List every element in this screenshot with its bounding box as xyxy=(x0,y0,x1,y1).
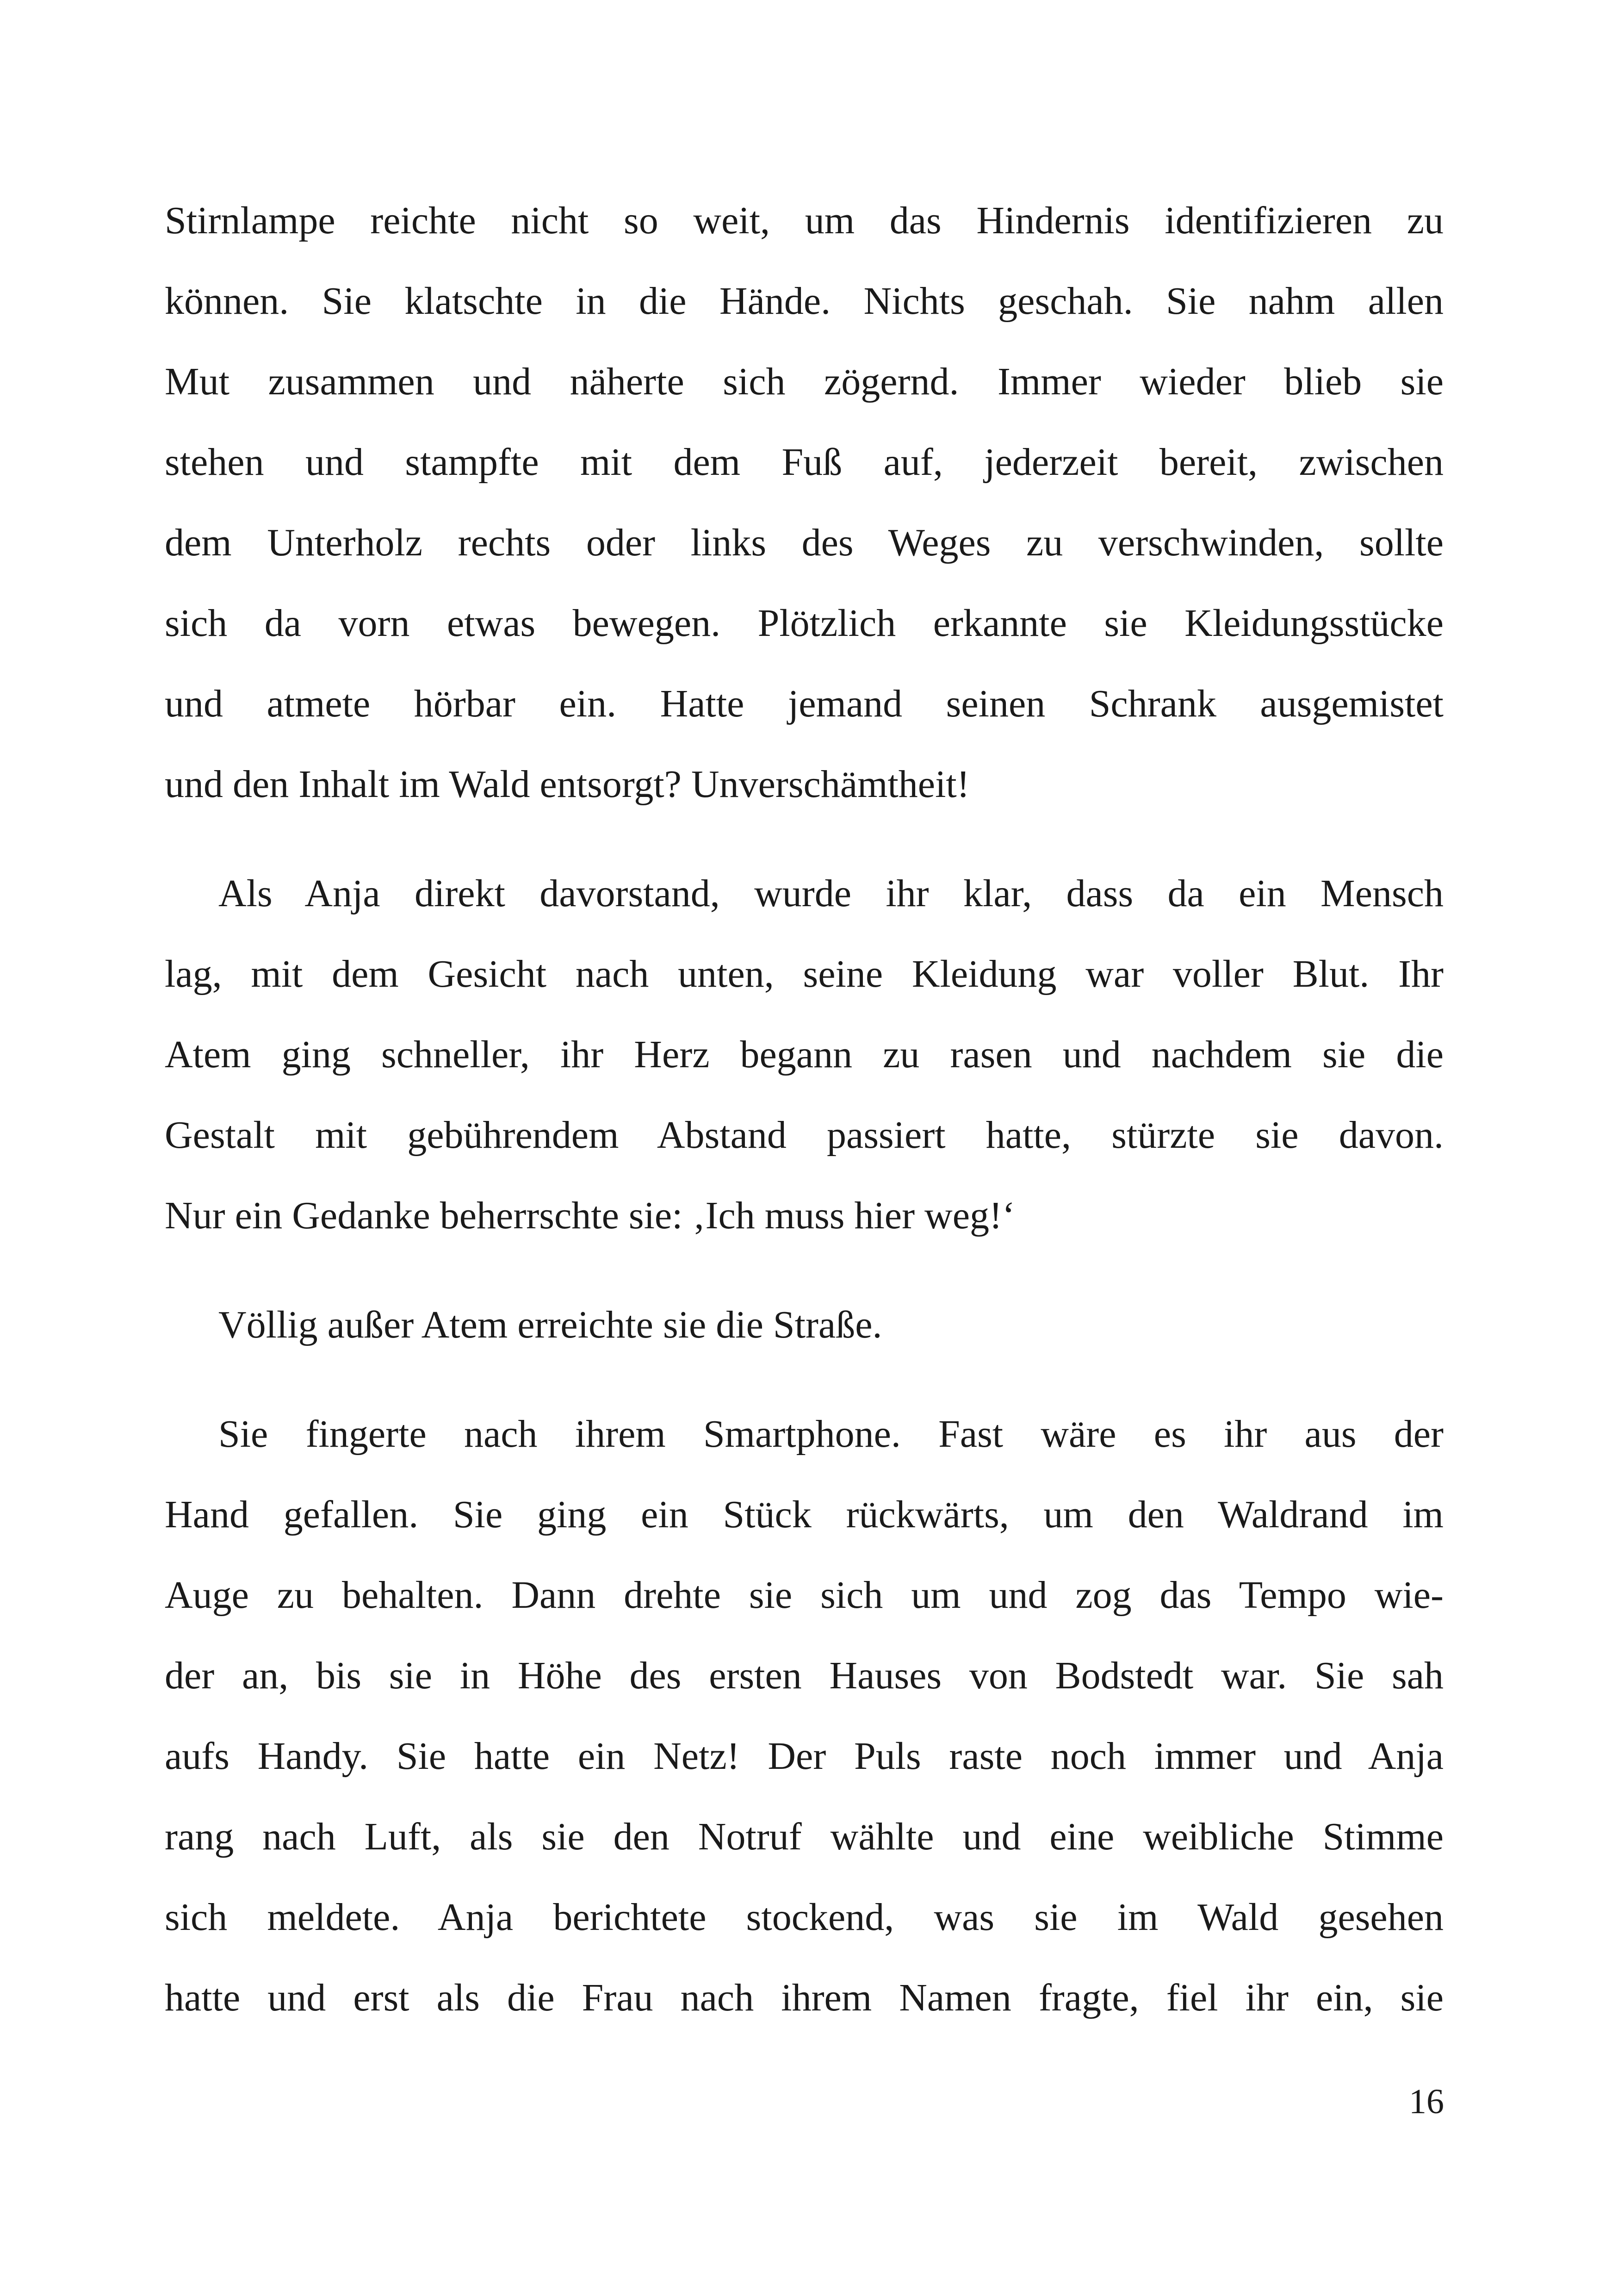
paragraph-4 xyxy=(165,1394,1444,2038)
paragraph-1 xyxy=(165,180,1444,825)
text-line: lag, mit dem Gesicht nach unten, seine Kleidung war voller Blut. Ihr xyxy=(165,952,1444,996)
page-number: 16 xyxy=(1409,2082,1444,2121)
text-line: aufs Handy. Sie hatte ein Netz! Der Puls raste noch immer und Anja xyxy=(165,1735,1444,1778)
text-line: hatte und erst als die Frau nach ihrem Namen fragte, fiel ihr ein, sie xyxy=(165,1976,1444,2019)
text-line: und atmete hörbar ein. Hatte jemand seinen Schrank ausgemistet xyxy=(165,682,1444,725)
text-line: Sie fingerte nach ihrem Smartphone. Fast wäre es ihr aus der xyxy=(218,1412,1444,1456)
paragraph-spacer xyxy=(165,825,1444,853)
text-line: rang nach Luft, als sie den Notruf wählte und eine weibliche Stimme xyxy=(165,1815,1444,1858)
text-line: Hand gefallen. Sie ging ein Stück rückwärts, um den Waldrand im xyxy=(165,1493,1444,1536)
text-line: Stirnlampe reichte nicht so weit, um das Hindernis identifizieren zu xyxy=(165,199,1444,242)
text-line: Mut zusammen und näherte sich zögernd. Immer wieder blieb sie xyxy=(165,360,1444,403)
text-line: Völlig außer Atem erreichte sie die Straße. xyxy=(218,1303,882,1346)
text-line: können. Sie klatschte in die Hände. Nichts geschah. Sie nahm allen xyxy=(165,280,1444,323)
paragraph-3 xyxy=(165,1285,1444,1365)
text-line: der an, bis sie in Höhe des ersten Hauses von Bodstedt war. Sie sah xyxy=(165,1654,1444,1697)
paragraph-spacer xyxy=(165,1365,1444,1394)
paragraph-spacer xyxy=(165,1256,1444,1285)
text-line: Auge zu behalten. Dann drehte sie sich um und zog das Tempo wie- xyxy=(165,1574,1444,1617)
text-line: Nur ein Gedanke beherrschte sie: ‚Ich muss hier weg!‘ xyxy=(165,1194,1015,1237)
text-line: und den Inhalt im Wald entsorgt? Unverschämtheit! xyxy=(165,763,970,806)
text-line: sich da vorn etwas bewegen. Plötzlich erkannte sie Kleidungsstücke xyxy=(165,602,1444,645)
text-line: sich meldete. Anja berichtete stockend, was sie im Wald gesehen xyxy=(165,1896,1444,1939)
text-line: stehen und stampfte mit dem Fuß auf, jederzeit bereit, zwischen xyxy=(165,441,1444,484)
text-line: Als Anja direkt davorstand, wurde ihr klar, dass da ein Mensch xyxy=(218,872,1444,915)
text-line: dem Unterholz rechts oder links des Weges zu verschwinden, sollte xyxy=(165,521,1444,564)
text-line: Gestalt mit gebührendem Abstand passiert hatte, stürzte sie davon. xyxy=(165,1114,1444,1157)
text-line: Atem ging schneller, ihr Herz begann zu rasen und nachdem sie die xyxy=(165,1033,1444,1076)
body-text xyxy=(165,180,1444,2038)
paragraph-2 xyxy=(165,853,1444,1256)
